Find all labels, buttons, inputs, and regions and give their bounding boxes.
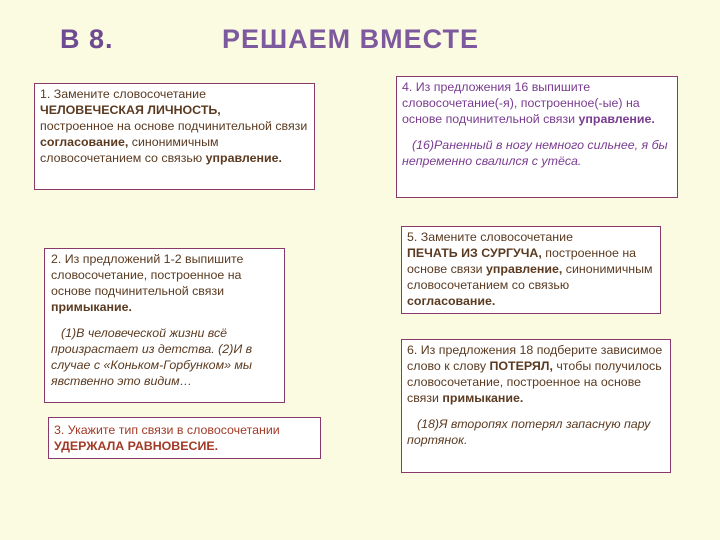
task-3-phrase: УДЕРЖАЛА РАВНОВЕСИЕ.: [54, 439, 219, 453]
task-5-prefix: 5. Замените словосочетание: [407, 230, 573, 244]
task-3-box: [48, 417, 321, 459]
task-6-quote: (18)Я второпях потерял запасную пару портянок.: [407, 417, 651, 447]
task-1-keyword-2: управление.: [205, 151, 282, 165]
task-2-box: [44, 248, 285, 403]
task-5-text-2: синонимичным словосочетанием со связью: [407, 262, 653, 292]
task-3-prefix: 3. Укажите тип связи в словосочетании: [54, 423, 280, 437]
task-5-text: построенное на основе связи: [407, 246, 637, 276]
task-4-quote: (16)Раненный в ногу немного сильнее, я бы непременно свалился с утёса.: [402, 138, 668, 168]
task-4-keyword: управление.: [578, 112, 655, 126]
task-1-keyword-1: согласование,: [40, 135, 129, 149]
task-2-quote: (1)В человеческой жизни всё произрастает из детства. (2)И в случае с «Коньком-Горбунком» мы явственно это видим…: [51, 326, 253, 388]
task-6-prefix: 6. Из предложения 18 подберите зависимое слово к слову: [407, 343, 663, 373]
task-5-phrase: ПЕЧАТЬ ИЗ СУРГУЧА,: [407, 246, 542, 260]
task-4-box: [396, 76, 678, 198]
task-1-text-2: синонимичным словосочетанием со связью: [40, 135, 219, 165]
slide-label: В 8.: [60, 24, 114, 54]
task-2-prefix: 2. Из предложений 1-2 выпишите словосочетание, построенное на основе подчинительной связи: [51, 252, 244, 298]
task-5-keyword-2: согласование.: [407, 294, 496, 308]
task-1-phrase: ЧЕЛОВЕЧЕСКАЯ ЛИЧНОСТЬ,: [40, 103, 221, 117]
task-6-text: чтобы получилось словосочетание, построенное на основе связи: [407, 359, 662, 405]
task-2-keyword: примыкание.: [51, 300, 132, 314]
task-6-phrase: ПОТЕРЯЛ,: [489, 359, 553, 373]
task-5-keyword-1: управление,: [486, 262, 563, 276]
slide-title: РЕШАЕМ ВМЕСТЕ: [222, 24, 479, 54]
task-1-prefix: 1. Замените словосочетание: [40, 87, 206, 101]
task-1-box: [34, 83, 315, 190]
task-5-box: [401, 226, 661, 314]
task-6-keyword: примыкание.: [442, 391, 524, 405]
task-1-text: построенное на основе подчинительной связи: [40, 119, 308, 133]
task-6-box: [401, 339, 671, 473]
task-4-prefix: 4. Из предложения 16 выпишите словосочетание(-я), построенное(-ые) на основе подчинительной связи: [402, 80, 640, 126]
